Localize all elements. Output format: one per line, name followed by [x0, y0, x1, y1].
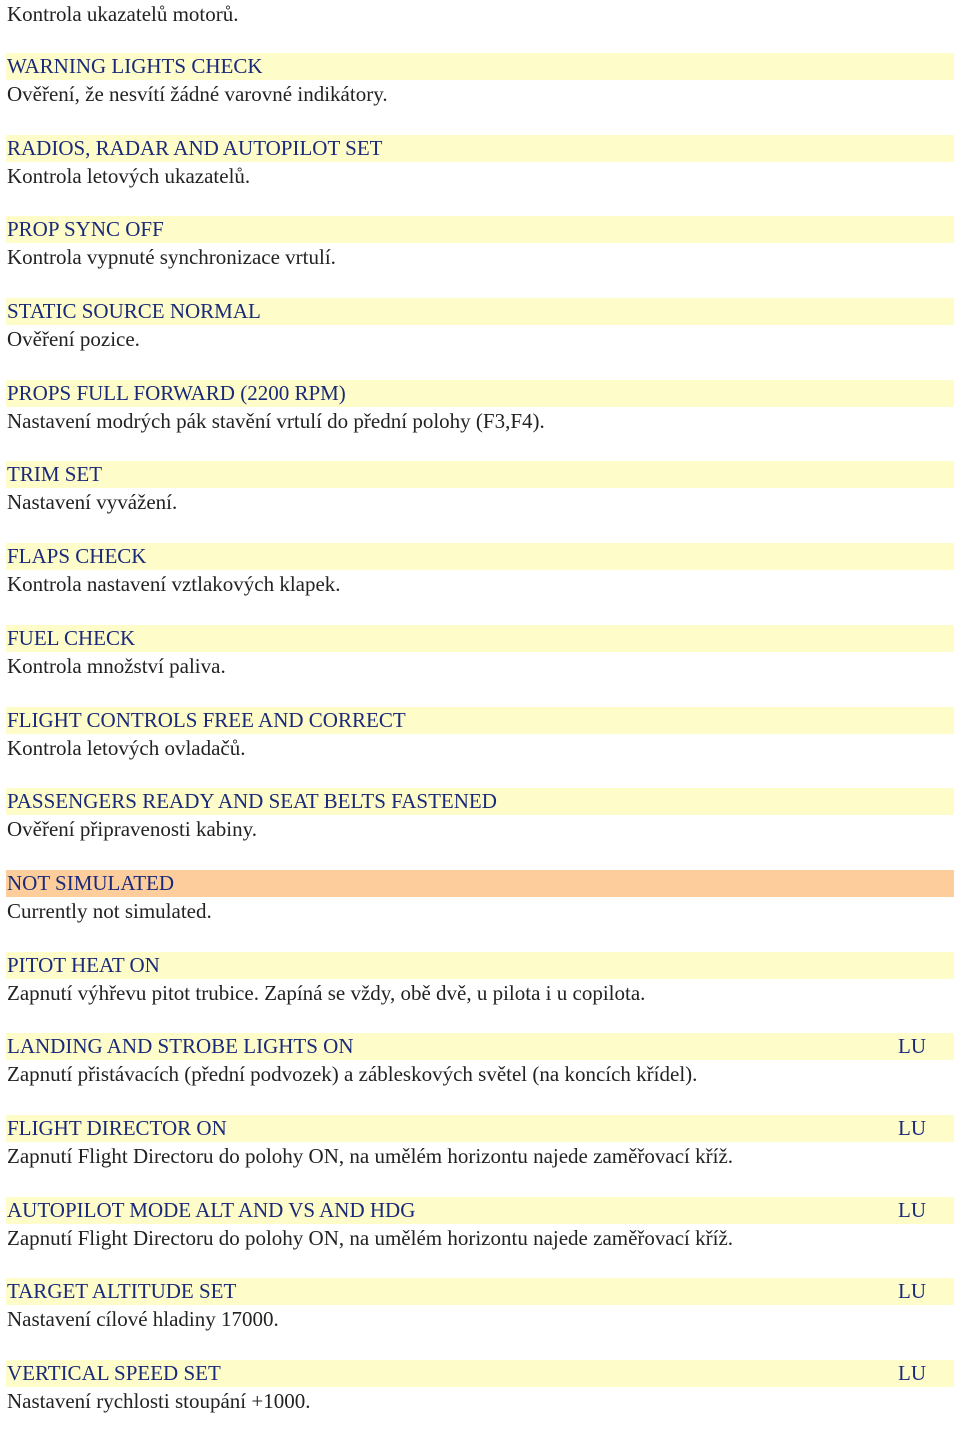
item-title-bar — [6, 1197, 954, 1224]
item-title-bar — [6, 952, 954, 979]
item-description: Zapnutí přistávacích (přední podvozek) a zábleskových světel (na koncích křídel). — [7, 1062, 698, 1087]
item-title-bar — [6, 543, 954, 570]
item-role: LU — [898, 1279, 926, 1304]
checklist-item — [0, 461, 960, 543]
checklist-item — [0, 788, 960, 870]
item-description: Kontrola množství paliva. — [7, 653, 226, 678]
item-title-bar — [6, 1360, 954, 1387]
item-title: PASSENGERS READY AND SEAT BELTS FASTENED — [7, 789, 497, 814]
item-description: Nastavení vyvážení. — [7, 490, 178, 515]
item-description: Currently not simulated. — [7, 898, 212, 923]
checklist-item — [0, 1278, 960, 1360]
item-title-bar — [6, 788, 954, 815]
item-title: LANDING AND STROBE LIGHTS ON — [7, 1034, 354, 1059]
item-title-bar — [6, 1278, 954, 1305]
item-title-bar — [6, 625, 954, 652]
item-title-bar — [6, 380, 954, 407]
item-description: Zapnutí Flight Directoru do polohy ON, na umělém horizontu najede zaměřovací kříž. — [7, 1225, 734, 1250]
item-title-bar — [6, 1115, 954, 1142]
item-description: Kontrola nastavení vztlakových klapek. — [7, 572, 341, 597]
item-description: Kontrola letových ovladačů. — [7, 735, 246, 760]
checklist-item — [0, 216, 960, 298]
checklist-item — [0, 1033, 960, 1115]
item-role: LU — [898, 1361, 926, 1385]
checklist-item — [0, 625, 960, 707]
item-title: NOT SIMULATED — [7, 870, 175, 895]
item-title: PROP SYNC OFF — [7, 217, 164, 242]
item-title-bar — [6, 298, 954, 325]
item-title: FUEL CHECK — [7, 625, 136, 650]
item-title-bar — [6, 135, 954, 162]
item-title: PROPS FULL FORWARD (2200 RPM) — [7, 380, 346, 405]
item-title-bar — [6, 461, 954, 488]
item-description: Kontrola letových ukazatelů. — [7, 163, 251, 188]
item-description: Zapnutí výhřevu pitot trubice. Zapíná se vždy, obě dvě, u pilota i u copilota. — [7, 980, 646, 1005]
item-title: STATIC SOURCE NORMAL — [7, 299, 261, 324]
item-title: TARGET ALTITUDE SET — [7, 1279, 237, 1304]
item-description: Zapnutí Flight Directoru do polohy ON, na umělém horizontu najede zaměřovací kříž. — [7, 1143, 734, 1168]
checklist-item — [0, 298, 960, 380]
item-title-bar — [6, 707, 954, 734]
checklist-item — [0, 380, 960, 462]
item-title-bar-warning — [6, 870, 954, 897]
checklist-item — [0, 543, 960, 625]
item-title: FLIGHT DIRECTOR ON — [7, 1115, 227, 1140]
checklist-item — [0, 1197, 960, 1279]
checklist-item — [0, 870, 960, 952]
item-description: Kontrola vypnuté synchronizace vrtulí. — [7, 245, 336, 270]
item-title: FLAPS CHECK — [7, 544, 147, 569]
checklist-item — [0, 53, 960, 135]
checklist-item — [0, 1360, 960, 1442]
item-description: Nastavení rychlosti stoupání +1000. — [7, 1389, 311, 1413]
item-title-bar — [6, 1033, 954, 1060]
checklist-item — [0, 952, 960, 1034]
item-description: Ověření připravenosti kabiny. — [7, 817, 257, 842]
item-title: FLIGHT CONTROLS FREE AND CORRECT — [7, 707, 406, 732]
item-description: Ověření pozice. — [7, 327, 140, 352]
item-title: VERTICAL SPEED SET — [7, 1361, 221, 1385]
checklist — [0, 53, 960, 1442]
item-title-bar — [6, 216, 954, 243]
item-title: WARNING LIGHTS CHECK — [7, 54, 263, 78]
item-role: LU — [898, 1034, 926, 1059]
item-description: Nastavení cílové hladiny 17000. — [7, 1307, 279, 1332]
item-role: LU — [898, 1197, 926, 1222]
item-title: TRIM SET — [7, 462, 103, 487]
checklist-item — [0, 135, 960, 217]
item-description: Ověření, že nesvítí žádné varovné indikátory. — [7, 82, 388, 106]
item-title: PITOT HEAT ON — [7, 952, 160, 977]
item-title-bar — [6, 53, 954, 80]
item-title: AUTOPILOT MODE ALT AND VS AND HDG — [7, 1197, 416, 1222]
checklist-item — [0, 707, 960, 789]
checklist-item — [0, 1115, 960, 1197]
item-title: RADIOS, RADAR AND AUTOPILOT SET — [7, 135, 383, 160]
item-role: LU — [898, 1115, 926, 1140]
intro-text: Kontrola ukazatelů motorů. — [7, 2, 239, 26]
item-description: Nastavení modrých pák stavění vrtulí do přední polohy (F3,F4). — [7, 408, 545, 433]
